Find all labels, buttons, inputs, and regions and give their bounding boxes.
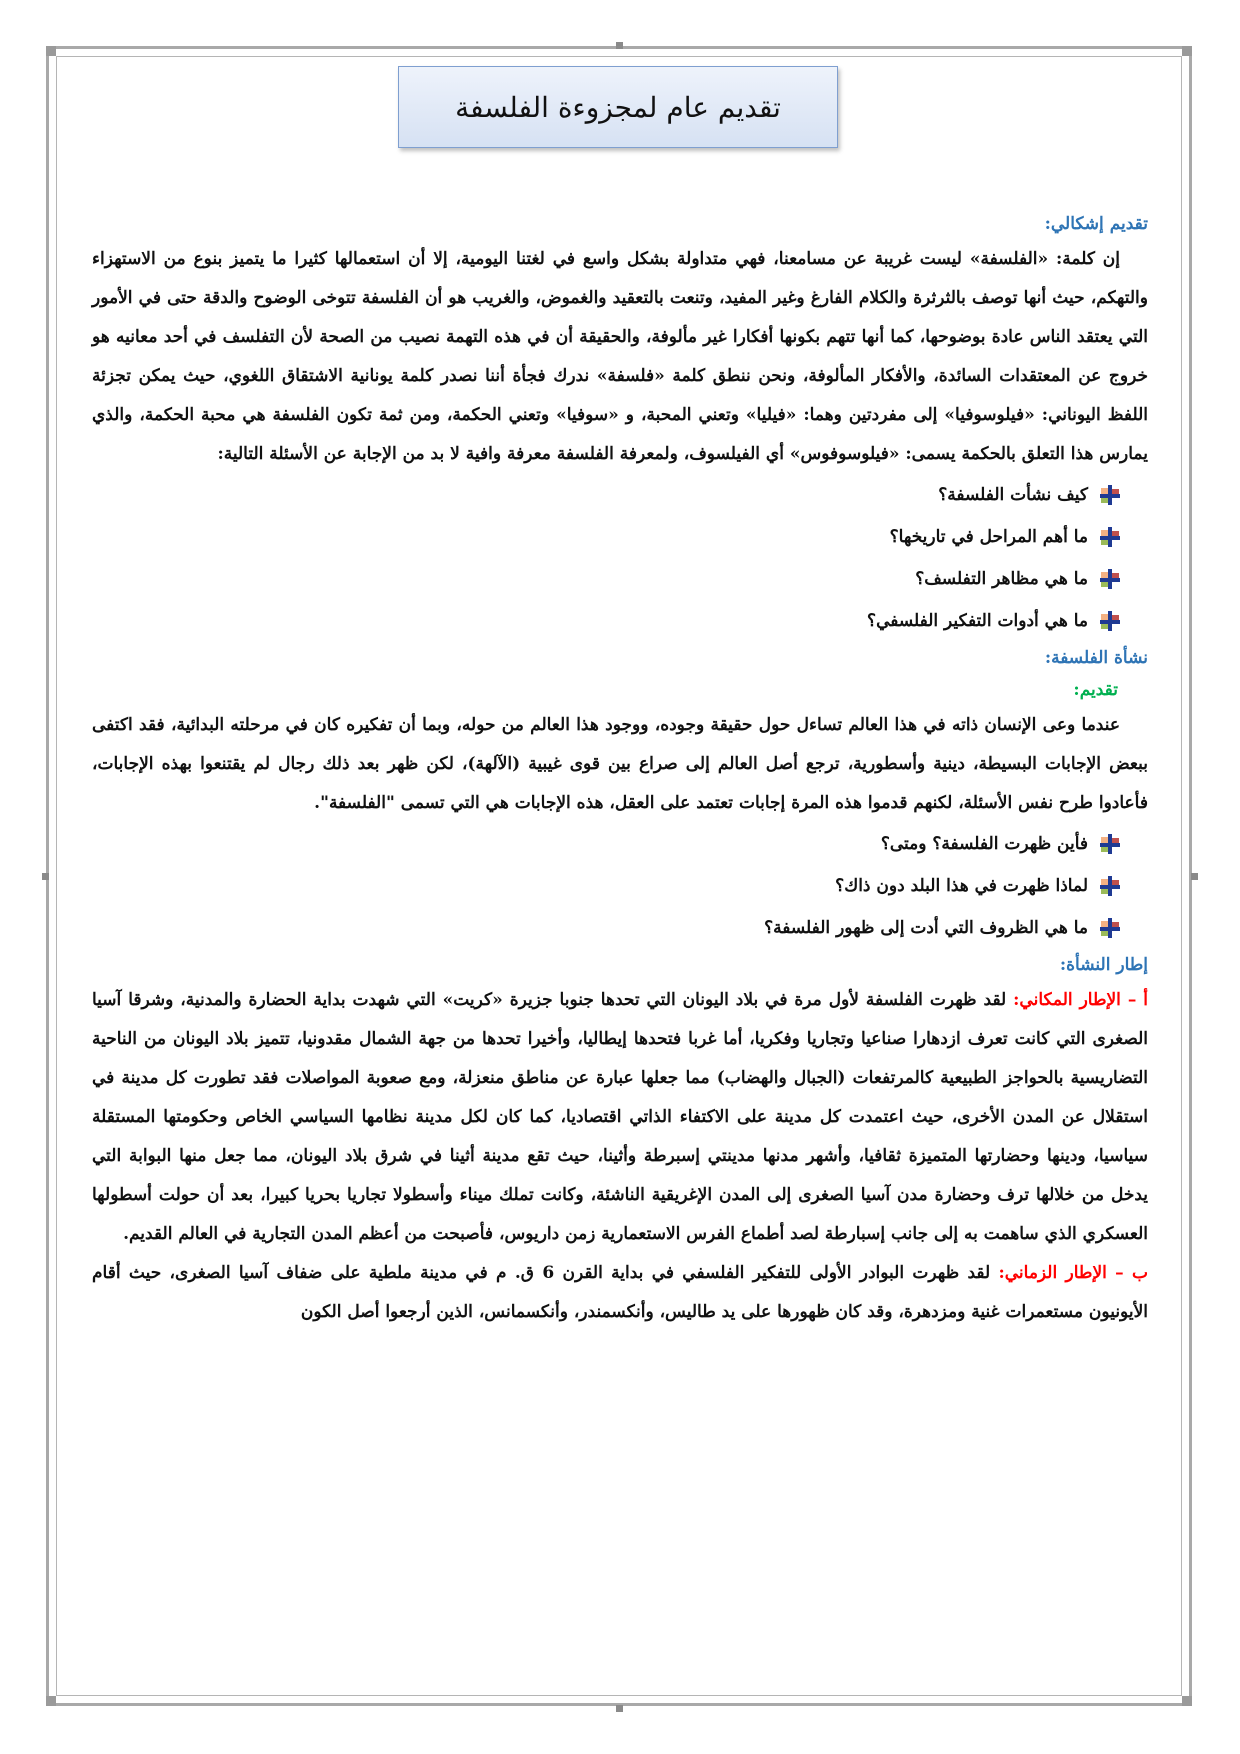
cross-bullet-icon (1100, 527, 1120, 547)
cross-bullet-icon (1100, 876, 1120, 896)
cross-bullet-icon (1100, 569, 1120, 589)
document-body (92, 208, 1148, 1332)
cross-bullet-icon (1100, 834, 1120, 854)
question-text: ما هي مظاهر التفلسف؟ (915, 569, 1088, 589)
corner-ornament (46, 46, 56, 56)
corner-ornament (1182, 1696, 1192, 1706)
intro-paragraph: إن كلمة: «الفلسفة» ليست غريبة عن مسامعنا، فهي متداولة بشكل واسع في لغتنا اليومية، إلا أن استعمالها كثيرا ما يتميز بنوع من الاستهزاء والتهكم، حيث أنها توصف بالثرثرة والكلام الفارغ وغير المفيد، وتنعت بالتعقيد والغموض، والغريب هو أن الفلسفة تتوخى الوضوح والدقة حتى في الأمور التي يعتقد الناس عادة بوضوحها، كما أنها تتهم بكونها أفكارا غير مألوفة، والحقيقة أن في هذه التهمة نصيب من الصحة لأن التفلسف في أحد معانيه هو خروج عن المعتقدات السائدة، والأفكار المألوفة، ونحن ننطق كلمة «فلسفة» ندرك فجأة أننا نصدر كلمة يونانية الاشتقاق اللغوي، حيث يمكن تجزئة اللفظ اليوناني: «فيلوسوفيا» إلى مفردتين وهما: «فيليا» وتعني المحبة، و «سوفيا» وتعني الحكمة، ومن ثمة تكون الفلسفة هي محبة الحكمة، والذي يمارس هذا التعلق بالحكمة يسمى: «فيلوسوفوس» أي الفيلسوف، ولمعرفة الفلسفة معرفة وافية لا بد من الإجابة عن الأسئلة التالية: (92, 249, 1148, 464)
section-heading-framework: إطار النشأة: (1059, 955, 1148, 975)
list-item (92, 823, 1120, 865)
question-text: فأين ظهرت الفلسفة؟ ومتى؟ (880, 834, 1088, 854)
section-heading-problematic: تقديم إشكالي: (1044, 214, 1148, 234)
question-text: ما هي الظروف التي أدت إلى ظهور الفلسفة؟ (764, 918, 1088, 938)
list-item (92, 865, 1120, 907)
question-list-1 (92, 474, 1148, 642)
time-text: لقد ظهرت البوادر الأولى للتفكير الفلسفي في بداية القرن 6 ق. م في مدينة ملطية على ضفاف آسيا الصغرى، حيث أقام الأيونيون مستعمرات غنية ومزدهرة، وقد كان ظهورها على يد طاليس، وأنكسمندر، وأنكسمانس، الذين أرجعوا أصل الكون (92, 1263, 1148, 1322)
subheading-intro: تقديم: (1073, 680, 1118, 700)
question-text: لماذا ظهرت في هذا البلد دون ذاك؟ (835, 876, 1088, 896)
border-mark (616, 42, 623, 49)
question-text: ما هي أدوات التفكير الفلسفي؟ (867, 611, 1088, 631)
list-item (92, 474, 1120, 516)
question-list-2 (92, 823, 1148, 949)
list-item (92, 907, 1120, 949)
place-paragraph (92, 981, 1148, 1254)
page-title: تقديم عام لمجزوءة الفلسفة (455, 90, 781, 124)
list-item (92, 600, 1120, 642)
border-mark (42, 873, 49, 880)
corner-ornament (46, 1696, 56, 1706)
place-label: أ – الإطار المكاني: (1013, 990, 1148, 1010)
section-heading-origin: نشأة الفلسفة: (1044, 648, 1148, 668)
cross-bullet-icon (1100, 611, 1120, 631)
corner-ornament (1182, 46, 1192, 56)
list-item (92, 516, 1120, 558)
place-text: لقد ظهرت الفلسفة لأول مرة في بلاد اليونان التي تحدها جنوبا جزيرة «كريت» التي شهدت بداية الحضارة والمدنية، وشرقا آسيا الصغرى التي كانت تعرف ازدهارا صناعيا وتجاريا وفكريا، أما غربا فتحدها إيطاليا، وأخيرا تحدها من جهة الشمال مقدونيا، تتميز بلاد اليونان من الناحية التضاريسية بالحواجز الطبيعية كالمرتفعات (الجبال والهضاب) مما جعلها عبارة عن مناطق منعزلة، ومع صعوبة المواصلات فقد تطورت كل مدينة في استقلال عن المدن الأخرى، حيث اعتمدت كل مدينة على الاكتفاء الذاتي اقتصاديا، كما كان لكل مدينة نظامها السياسي الخاص وحكومتها المستقلة سياسيا، ودينها وحضارتها المتميزة ثقافيا، وأشهر مدنها مدينتي إسبرطة وأثينا، حيث تقع مدينة أثينا في شرق بلاد اليونان، مما جعل منها البوابة التي يدخل من خلالها ترف وحضارة مدن آسيا الصغرى إلى المدن الإغريقية الناشئة، وكانت تملك ميناء وأسطولا تجاريا بحريا كبيرا، بعد أن حولت أسطولها العسكري الذي ساهمت به إلى جانب إسبارطة لصد أطماع الفرس الاستعمارية زمن داريوس، فأصبحت من أعظم المدن التجارية في العالم القديم. (92, 990, 1148, 1244)
time-paragraph (92, 1254, 1148, 1332)
origin-paragraph: عندما وعى الإنسان ذاته في هذا العالم تساءل حول حقيقة وجوده، ووجود هذا العالم من حوله، وبما أن تفكيره كان في مرحلته البدائية، فقد اكتفى ببعض الإجابات البسيطة، دينية وأسطورية، ترجع أصل العالم إلى صراع بين قوى غيبية (الآلهة)، لكن ظهر بعد ذلك رجال لم يقتنعوا بهذه الإجابات، فأعادوا طرح نفس الأسئلة، لكنهم قدموا هذه المرة إجابات تعتمد على العقل، هذه الإجابات هي التي تسمى "الفلسفة". (92, 715, 1148, 813)
list-item (92, 558, 1120, 600)
border-mark (1191, 873, 1198, 880)
cross-bullet-icon (1100, 485, 1120, 505)
cross-bullet-icon (1100, 918, 1120, 938)
question-text: ما أهم المراحل في تاريخها؟ (889, 527, 1088, 547)
border-mark (616, 1705, 623, 1712)
time-label: ب – الإطار الزماني: (998, 1263, 1149, 1283)
page-title-box (398, 66, 838, 148)
question-text: كيف نشأت الفلسفة؟ (938, 485, 1088, 505)
